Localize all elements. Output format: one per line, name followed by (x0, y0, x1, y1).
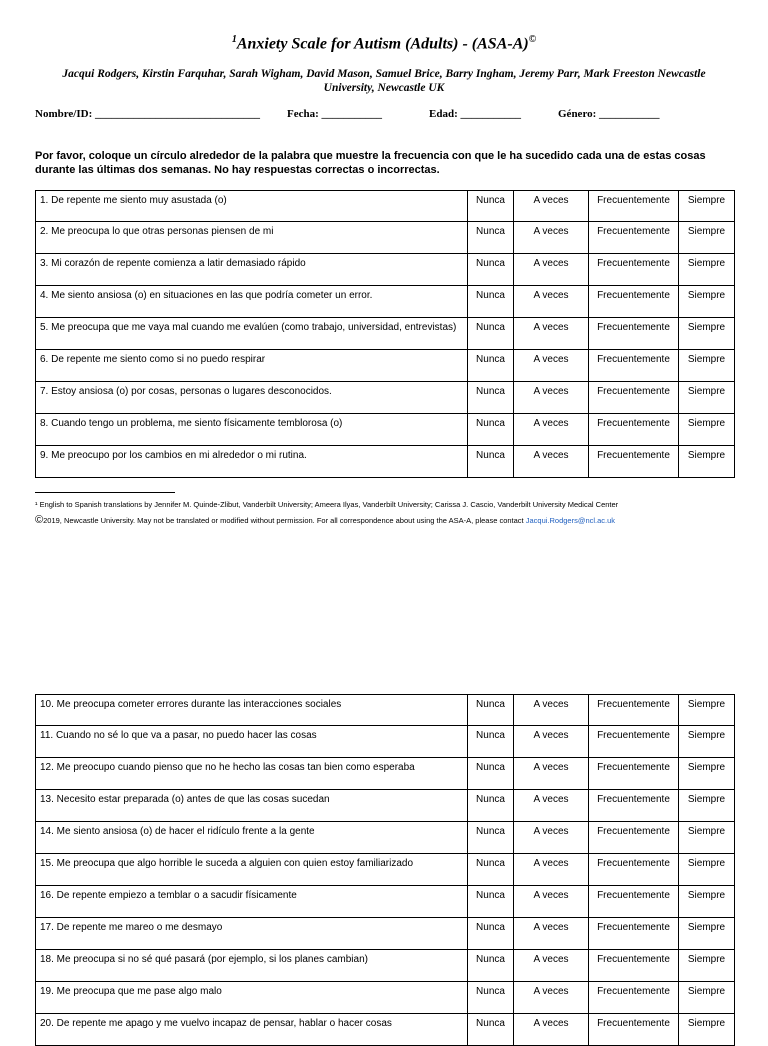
question-text: 9. Me preocupo por los cambios en mi alrededor o mi rutina. (36, 446, 468, 478)
question-row (36, 950, 735, 982)
response-option[interactable]: Nunca (468, 254, 514, 286)
response-option[interactable]: Frecuentemente (589, 790, 679, 822)
response-option[interactable]: Siempre (679, 350, 735, 382)
response-option[interactable]: Nunca (468, 382, 514, 414)
title-footnote-marker: 1 (231, 34, 237, 45)
response-option[interactable]: A veces (514, 950, 589, 982)
response-option[interactable]: A veces (514, 726, 589, 758)
response-option[interactable]: Nunca (468, 446, 514, 478)
response-option[interactable]: Frecuentemente (589, 191, 679, 222)
question-row (36, 350, 735, 382)
copyright-text: 2019, Newcastle University. May not be translated or modified without permission. For all correspondence about using the ASA-A, please contact (43, 516, 524, 525)
response-option[interactable]: Nunca (468, 726, 514, 758)
response-option[interactable]: A veces (514, 286, 589, 318)
question-row (36, 446, 735, 478)
gender-field[interactable]: Género: ___________ (558, 108, 660, 120)
response-option[interactable]: A veces (514, 222, 589, 254)
response-option[interactable]: Siempre (679, 286, 735, 318)
response-option[interactable]: Frecuentemente (589, 854, 679, 886)
question-row (36, 382, 735, 414)
response-option[interactable]: A veces (514, 918, 589, 950)
question-row (36, 726, 735, 758)
question-text: 18. Me preocupa si no sé qué pasará (por ejemplo, si los planes cambian) (36, 950, 468, 982)
question-row (36, 286, 735, 318)
question-row (36, 695, 735, 726)
response-option[interactable]: A veces (514, 758, 589, 790)
response-option[interactable]: Siempre (679, 318, 735, 350)
title-copyright-mark: © (528, 34, 537, 45)
response-option[interactable]: Nunca (468, 191, 514, 222)
response-option[interactable]: Frecuentemente (589, 982, 679, 1014)
question-row (36, 982, 735, 1014)
document-title (0, 34, 768, 53)
question-row (36, 822, 735, 854)
response-option[interactable]: A veces (514, 254, 589, 286)
copyright-symbol: © (35, 514, 44, 526)
question-row (36, 886, 735, 918)
response-option[interactable]: Siempre (679, 414, 735, 446)
response-option[interactable]: Siempre (679, 982, 735, 1014)
response-option[interactable]: Frecuentemente (589, 414, 679, 446)
response-option[interactable]: Siempre (679, 822, 735, 854)
question-row (36, 918, 735, 950)
response-option[interactable]: Frecuentemente (589, 822, 679, 854)
question-text: 6. De repente me siento como si no puedo respirar (36, 350, 468, 382)
question-row (36, 790, 735, 822)
response-option[interactable]: A veces (514, 446, 589, 478)
question-text: 20. De repente me apago y me vuelvo incapaz de pensar, hablar o hacer cosas (36, 1014, 468, 1046)
name-id-field[interactable]: Nombre/ID: ______________________________ (35, 108, 260, 120)
response-option[interactable]: Siempre (679, 222, 735, 254)
questionnaire-table-page2 (35, 694, 735, 1046)
response-option[interactable]: A veces (514, 414, 589, 446)
response-option[interactable]: Nunca (468, 758, 514, 790)
response-option[interactable]: A veces (514, 886, 589, 918)
question-row (36, 1014, 735, 1046)
question-text: 5. Me preocupa que me vaya mal cuando me evalúen (como trabajo, universidad, entrevistas) (36, 318, 468, 350)
response-option[interactable]: Frecuentemente (589, 222, 679, 254)
response-option[interactable]: Frecuentemente (589, 758, 679, 790)
response-option[interactable]: Frecuentemente (589, 918, 679, 950)
response-option[interactable]: Siempre (679, 726, 735, 758)
translation-footnote: ¹ English to Spanish translations by Jennifer M. Quinde-Zlibut, Vanderbilt University; Ameera Ilyas, Vanderbilt University; Carissa J. Cascio, Vanderbilt University Medical Center (35, 500, 619, 509)
instructions: Por favor, coloque un círculo alrededor de la palabra que muestre la frecuencia con que le ha sucedido cada una de estas cosas durante las últimas dos semanas. No hay respuestas correctas o incorrectas. (35, 150, 706, 176)
contact-email-link[interactable]: Jacqui.Rodgers@ncl.ac.uk (525, 516, 616, 525)
response-option[interactable]: Nunca (468, 982, 514, 1014)
response-option[interactable]: Frecuentemente (589, 286, 679, 318)
response-option[interactable]: Siempre (679, 446, 735, 478)
date-field[interactable]: Fecha: ___________ (287, 108, 383, 120)
questionnaire-table-page1 (35, 190, 735, 478)
question-text: 15. Me preocupa que algo horrible le suceda a alguien con quien estoy familiarizado (36, 854, 468, 886)
question-row (36, 222, 735, 254)
response-option[interactable]: Siempre (679, 758, 735, 790)
response-option[interactable]: Siempre (679, 790, 735, 822)
response-option[interactable]: Nunca (468, 950, 514, 982)
response-option[interactable]: Frecuentemente (589, 382, 679, 414)
response-option[interactable]: Frecuentemente (589, 695, 679, 726)
response-option[interactable]: Nunca (468, 918, 514, 950)
response-option[interactable]: A veces (514, 790, 589, 822)
question-text: 1. De repente me siento muy asustada (o) (36, 191, 468, 222)
response-option[interactable]: Nunca (468, 350, 514, 382)
response-option[interactable]: A veces (514, 822, 589, 854)
question-row (36, 854, 735, 886)
response-option[interactable]: Nunca (468, 695, 514, 726)
question-row (36, 318, 735, 350)
response-option[interactable]: A veces (514, 382, 589, 414)
response-option[interactable]: Nunca (468, 1014, 514, 1046)
response-option[interactable]: A veces (514, 1014, 589, 1046)
response-option[interactable]: Frecuentemente (589, 318, 679, 350)
response-option[interactable]: Frecuentemente (589, 886, 679, 918)
response-option[interactable]: Frecuentemente (589, 950, 679, 982)
question-text: 14. Me siento ansiosa (o) de hacer el ridículo frente a la gente (36, 822, 468, 854)
response-option[interactable]: A veces (514, 350, 589, 382)
footnote-separator (35, 492, 175, 493)
response-option[interactable]: Siempre (679, 382, 735, 414)
question-text: 4. Me siento ansiosa (o) en situaciones en las que podría cometer un error. (36, 286, 468, 318)
response-option[interactable]: Siempre (679, 1014, 735, 1046)
question-text: 19. Me preocupa que me pase algo malo (36, 982, 468, 1014)
response-option[interactable]: Nunca (468, 790, 514, 822)
response-option[interactable]: Nunca (468, 854, 514, 886)
question-text: 13. Necesito estar preparada (o) antes de que las cosas sucedan (36, 790, 468, 822)
age-field[interactable]: Edad: ___________ (429, 108, 521, 120)
response-option[interactable]: Frecuentemente (589, 350, 679, 382)
copyright-footnote (35, 514, 735, 526)
question-text: 16. De repente empiezo a temblar o a sacudir físicamente (36, 886, 468, 918)
response-option[interactable]: Siempre (679, 695, 735, 726)
question-row (36, 414, 735, 446)
question-text: 11. Cuando no sé lo que va a pasar, no puedo hacer las cosas (36, 726, 468, 758)
title-text: Anxiety Scale for Autism (Adults) - (ASA-A) (236, 35, 529, 53)
authors-line: Jacqui Rodgers, Kirstin Farquhar, Sarah Wigham, David Mason, Samuel Brice, Barry Ingham, Jeremy Parr, Mark Freeston Newcastle University, Newcastle UK (62, 68, 706, 94)
response-option[interactable]: A veces (514, 695, 589, 726)
response-option[interactable]: Siempre (679, 918, 735, 950)
response-option[interactable]: Nunca (468, 822, 514, 854)
response-option[interactable]: Siempre (679, 191, 735, 222)
response-option[interactable]: Frecuentemente (589, 726, 679, 758)
response-option[interactable]: Frecuentemente (589, 446, 679, 478)
response-option[interactable]: Frecuentemente (589, 1014, 679, 1046)
question-text: 17. De repente me mareo o me desmayo (36, 918, 468, 950)
response-option[interactable]: Siempre (679, 886, 735, 918)
response-option[interactable]: Nunca (468, 886, 514, 918)
question-text: 8. Cuando tengo un problema, me siento físicamente temblorosa (o) (36, 414, 468, 446)
response-option[interactable]: A veces (514, 191, 589, 222)
response-option[interactable]: Siempre (679, 854, 735, 886)
question-row (36, 254, 735, 286)
response-option[interactable]: Nunca (468, 222, 514, 254)
response-option[interactable]: Nunca (468, 286, 514, 318)
question-text: 7. Estoy ansiosa (o) por cosas, personas o lugares desconocidos. (36, 382, 468, 414)
question-text: 12. Me preocupo cuando pienso que no he hecho las cosas tan bien como esperaba (36, 758, 468, 790)
question-row (36, 758, 735, 790)
question-text: 2. Me preocupa lo que otras personas piensen de mi (36, 222, 468, 254)
response-option[interactable]: Siempre (679, 950, 735, 982)
response-option[interactable]: Nunca (468, 414, 514, 446)
response-option[interactable]: A veces (514, 982, 589, 1014)
response-option[interactable]: A veces (514, 854, 589, 886)
question-text: 10. Me preocupa cometer errores durante las interacciones sociales (36, 695, 468, 726)
question-row (36, 191, 735, 222)
response-option[interactable]: A veces (514, 318, 589, 350)
response-option[interactable]: Frecuentemente (589, 254, 679, 286)
response-option[interactable]: Nunca (468, 318, 514, 350)
question-text: 3. Mi corazón de repente comienza a latir demasiado rápido (36, 254, 468, 286)
response-option[interactable]: Siempre (679, 254, 735, 286)
